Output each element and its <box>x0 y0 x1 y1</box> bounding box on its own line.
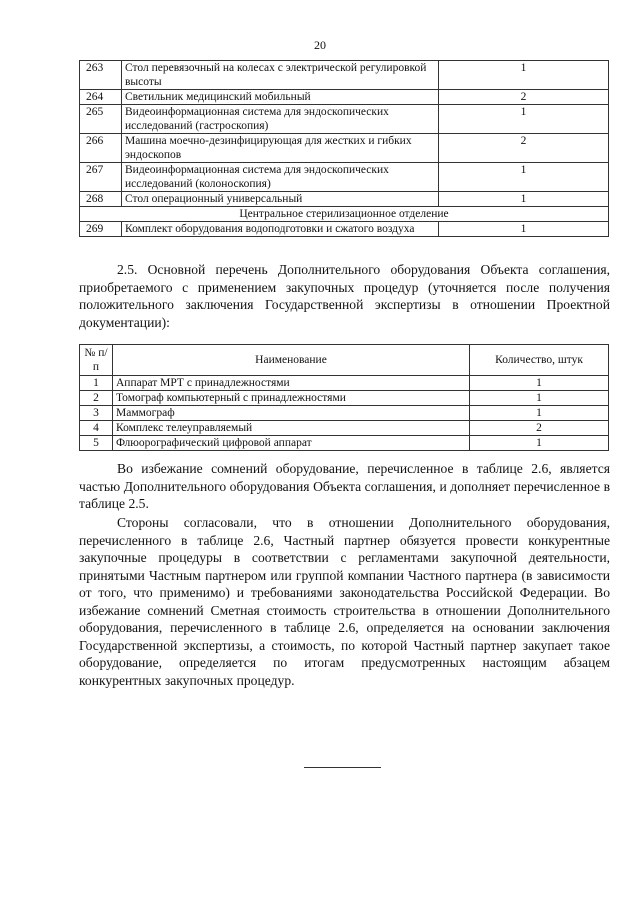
row-number: 269 <box>80 222 122 237</box>
row-quantity: 1 <box>470 406 609 421</box>
header-number: № п/п <box>80 345 113 376</box>
row-name: Аппарат МРТ с принадлежностями <box>113 376 470 391</box>
closing-divider <box>304 767 381 768</box>
row-quantity: 1 <box>439 105 609 134</box>
row-quantity: 1 <box>439 222 609 237</box>
section-row <box>80 207 609 222</box>
equipment-table-continued <box>79 60 609 237</box>
row-number: 268 <box>80 192 122 207</box>
table-row <box>80 436 609 451</box>
row-quantity: 1 <box>470 391 609 406</box>
header-name: Наименование <box>113 345 470 376</box>
row-name: Томограф компьютерный с принадлежностями <box>113 391 470 406</box>
table-row <box>80 406 609 421</box>
row-name: Стол перевязочный на колесах с электрической регулировкой высоты <box>122 61 439 90</box>
table-row <box>80 163 609 192</box>
paragraph-2-5: 2.5. Основной перечень Дополнительного оборудования Объекта соглашения, приобретаемого с применением закупочных процедур (уточняется после получения положительного заключения Государственной экспертизы в отношении Проектной документации): <box>79 262 610 330</box>
header-quantity: Количество, штук <box>470 345 609 376</box>
table-row <box>80 391 609 406</box>
row-name: Стол операционный универсальный <box>122 192 439 207</box>
row-quantity: 1 <box>439 192 609 207</box>
row-quantity: 2 <box>439 134 609 163</box>
row-number: 5 <box>80 436 113 451</box>
row-name: Светильник медицинский мобильный <box>122 90 439 105</box>
table-row <box>80 134 609 163</box>
row-number: 4 <box>80 421 113 436</box>
page-number: 20 <box>314 38 326 52</box>
table-header-row <box>80 345 609 376</box>
additional-equipment-table <box>79 344 609 451</box>
row-quantity: 1 <box>470 376 609 391</box>
row-number: 3 <box>80 406 113 421</box>
table-row <box>80 376 609 391</box>
table-row <box>80 105 609 134</box>
row-name: Комплекс телеуправляемый <box>113 421 470 436</box>
paragraph-clarification: Во избежание сомнений оборудование, перечисленное в таблице 2.6, является частью Дополнительного оборудования Объекта соглашения, и дополняет перечисленное в таблице 2.5. <box>79 461 610 511</box>
row-number: 267 <box>80 163 122 192</box>
section-title: Центральное стерилизационное отделение <box>80 207 609 222</box>
table-row <box>80 222 609 237</box>
row-name: Машина моечно-дезинфицирующая для жестких и гибких эндоскопов <box>122 134 439 163</box>
row-number: 265 <box>80 105 122 134</box>
row-quantity: 2 <box>439 90 609 105</box>
row-quantity: 1 <box>470 436 609 451</box>
row-name: Флюорографический цифровой аппарат <box>113 436 470 451</box>
row-number: 2 <box>80 391 113 406</box>
row-number: 266 <box>80 134 122 163</box>
row-name: Видеоинформационная система для эндоскопических исследований (колоноскопия) <box>122 163 439 192</box>
row-name: Маммограф <box>113 406 470 421</box>
row-quantity: 2 <box>470 421 609 436</box>
row-quantity: 1 <box>439 61 609 90</box>
row-quantity: 1 <box>439 163 609 192</box>
row-name: Комплект оборудования водоподготовки и сжатого воздуха <box>122 222 439 237</box>
table-row <box>80 90 609 105</box>
row-name: Видеоинформационная система для эндоскопических исследований (гастроскопия) <box>122 105 439 134</box>
paragraph-procurement: Стороны согласовали, что в отношении Дополнительного оборудования, перечисленного в таблице 2.6, Частный партнер обязуется провести конкурентные закупочные процедуры в соответствии с регламентами закупочной деятельности, принятыми Частным партнером или группой компании Частного партнера (в зависимости от того, что применимо) и требованиями законодательства Российской Федерации. Во избежание сомнений Сметная стоимость строительства в отношении Дополнительного оборудования, перечисленного в таблице 2.6, определяется на основании заключения Государственной экспертизы, а стоимость, по которой Частный партнер закупает такое оборудование, определяется по итогам предусмотренных настоящим абзацем конкурентных закупочных процедур. <box>79 515 610 688</box>
row-number: 264 <box>80 90 122 105</box>
row-number: 263 <box>80 61 122 90</box>
table-row <box>80 61 609 90</box>
table-row <box>80 421 609 436</box>
table-row <box>80 192 609 207</box>
row-number: 1 <box>80 376 113 391</box>
